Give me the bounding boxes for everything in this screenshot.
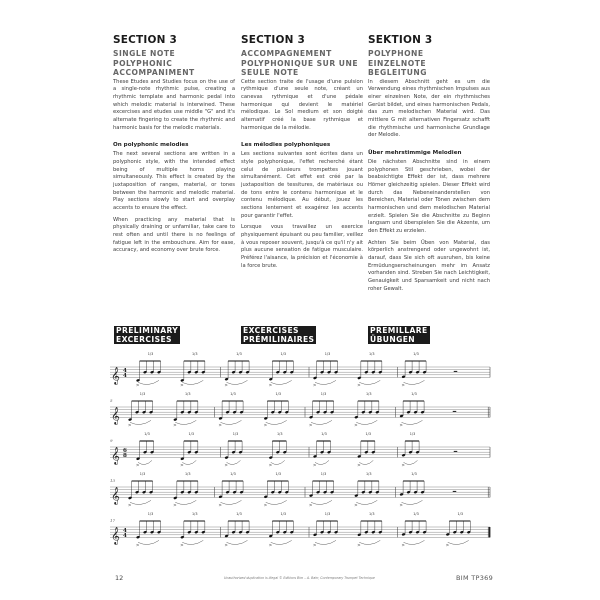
body-paragraph: Lorsque vous travaillez un exercice physiquement épuisant ou peu familier, veillez à vous reposer souvent, jusqu'à ce qu'il n'y ait plus aucune sensation de fatigue musculaire. Préférez l'aisance, la précision et l'économie à la force brute. [241, 224, 363, 269]
accent-mark: > [268, 542, 273, 548]
slur [182, 380, 203, 384]
slur [311, 420, 332, 424]
column-french [241, 34, 363, 270]
label-line: EXCERCISES [243, 326, 314, 335]
fingering-mark: 1/3 [369, 512, 375, 516]
label-line: PREMILLARE [370, 326, 428, 335]
subtitle-line: ACCOMPANIMENT [113, 68, 195, 78]
slur [227, 540, 248, 544]
section-title: SECTION 3 [113, 34, 177, 46]
section-subtitle [368, 49, 490, 78]
subtitle-line: ACCOMPAGNEMENT [241, 49, 332, 58]
column-english [113, 34, 235, 255]
slur [175, 420, 196, 424]
accent-mark: > [445, 542, 450, 548]
accent-mark: > [136, 542, 140, 548]
fingering-mark: 1/3 [320, 472, 327, 476]
body-paragraph: Achten Sie beim Üben von Material, das körperlich anstrengend oder ungewohnt ist, darauf, dass Sie sich oft ausruhen, bis keine Ermüdungserscheinungen mehr im Ansatz vorhanden sind. Streben Sie nach Leichtigkeit, Genauigkeit und Sparsamkeit und nicht nach roher Gewalt. [368, 239, 490, 292]
accent-mark: > [401, 382, 405, 388]
slur [359, 540, 380, 544]
fingering-mark: 1/3 [324, 352, 331, 356]
slur [271, 380, 292, 384]
treble-clef-icon: 𝄞 [111, 526, 120, 545]
accent-mark: > [224, 462, 228, 468]
accent-mark: > [263, 502, 268, 508]
accent-mark: > [357, 542, 361, 548]
subheading: Les mélodies polyphoniques [241, 142, 331, 149]
accent-mark: > [180, 542, 184, 548]
slur [315, 460, 329, 464]
accent-mark: > [218, 502, 222, 508]
fingering-mark: 1/3 [321, 432, 327, 436]
measure-number: 17 [110, 518, 116, 523]
subtitle-line: POLYPHONIQUE SUR UNE [241, 58, 359, 68]
treble-clef-icon: 𝄞 [111, 446, 120, 465]
fingering-mark: 1/3 [277, 432, 283, 436]
slur [356, 420, 377, 424]
subheading: Über mehrstimmige Melodien [368, 150, 462, 157]
time-signature-top: 4 [123, 367, 127, 374]
catalog-number: BIM TP369 [456, 574, 494, 582]
treble-clef-icon: 𝄞 [111, 366, 120, 385]
fingering-mark: 1/3 [144, 432, 150, 436]
fingering-mark: 1/3 [185, 472, 191, 476]
fingering-mark: 1/3 [192, 512, 198, 516]
time-signature-bottom: 4 [123, 533, 127, 539]
accent-mark: > [357, 462, 361, 468]
fingering-mark: 1/3 [369, 352, 375, 356]
slur [402, 420, 423, 424]
copyright-notice: Unauthorized duplication is illegal © Editions Bim – A. Bahr, Contemporary Trumpet Technique [224, 576, 375, 580]
slur [402, 500, 423, 504]
treble-clef-icon: 𝄞 [111, 486, 120, 505]
section-title: SEKTION 3 [368, 34, 433, 46]
time-signature-bottom: 4 [123, 373, 127, 379]
accent-mark: > [309, 422, 313, 428]
accent-mark: > [401, 462, 405, 468]
subtitle-line: SEULE NOTE [241, 68, 299, 78]
accent-mark: > [173, 502, 177, 508]
accent-mark: > [128, 422, 132, 428]
measure-number: 5 [110, 398, 113, 403]
column-german [368, 34, 490, 293]
label-line: PRELIMINARY [116, 326, 179, 335]
slur [130, 500, 151, 504]
accent-mark: > [263, 422, 268, 428]
rest [453, 491, 457, 492]
slur [359, 460, 373, 464]
accent-mark: > [313, 382, 317, 388]
treble-clef-icon: 𝄞 [111, 406, 120, 425]
slur [130, 420, 151, 424]
accent-mark: > [354, 422, 358, 428]
fingering-mark: 1/3 [457, 512, 463, 516]
slur [227, 460, 241, 464]
slur [182, 460, 196, 464]
intro-paragraph: Cette section traite de l'usage d'une pulsion rythmique d'une seule note, créant un canevas rythmique et d'une pédale harmonique qui devient le matériel mélodique. Le Sol medium et son doigté alternatif créé la base rythmique et harmonique de la mélodie. [241, 78, 363, 131]
body-paragraph: Les sections suivantes sont écrites dans un style polyphonique, l'effet recherché étant celui de plusieurs trompettes jouant simultanément. Cet effet est créé par la juxtaposition de tessitures, de matériaux ou de tons entre le contenu harmonique et le contenu mélodique. Au début, jouez les sections lentement et exagérez les accents pour garantir l'effet. [241, 151, 363, 219]
body-paragraph: Die nächsten Abschnitte sind in einem polyphonen Stil geschrieben, wobei der beabsichtigte Effekt der ist, dass mehrere Hörner gleichzeitig spielen. Dieser Effekt wird durch das Nebeneinanderstellen von Bereichen, Material oder Tönen zwischen dem harmonischen und dem melodischen Material erzielt. Spielen Sie die Abschnitte zu Beginn langsam und überspielen Sie die Akzente, um den Effekt zu erzielen. [368, 159, 490, 234]
fingering-mark: 1/3 [320, 392, 327, 396]
slur [311, 500, 332, 504]
subtitle-line: SINGLE NOTE [113, 49, 176, 58]
accent-mark: > [128, 502, 132, 508]
fingering-mark: 1/3 [324, 512, 331, 516]
slur [175, 500, 196, 504]
fingering-mark: 1/3 [413, 512, 419, 516]
time-signature-bottom: 8 [123, 453, 127, 459]
fingering-mark: 1/3 [280, 352, 286, 356]
label-line: EXCERCISES [116, 335, 178, 344]
accent-mark: > [268, 462, 273, 468]
page-number: 12 [115, 574, 124, 582]
final-barline [489, 527, 491, 537]
slur [138, 540, 159, 544]
slur [404, 380, 425, 384]
fingering-mark: 1/3 [185, 392, 191, 396]
fingering-mark: 1/3 [411, 392, 417, 396]
subtitle-line: POLYPHONE [368, 49, 424, 58]
section-subtitle [113, 49, 235, 78]
accent-mark: > [354, 502, 358, 508]
subheading: On polyphonic melodies [113, 142, 189, 149]
fingering-mark: 1/3 [230, 392, 236, 396]
accent-mark: > [136, 462, 140, 468]
slur [315, 380, 336, 384]
subtitle-line: BEGLEITUNG [368, 68, 427, 78]
slur [315, 540, 336, 544]
music-notation [110, 352, 492, 555]
accent-mark: > [218, 422, 222, 428]
intro-paragraph: These Etudes and Studies focus on the use of a single-note rhythmic pulse, creating a rhythmic template and harmonic pedal into which melodic material is interwined. These excercises and etudes use middle "G" and it's alternate fingering to create the rhythmic and harmonic basis for the melodic materials. [113, 78, 235, 131]
fingering-mark: 1/3 [409, 432, 416, 436]
section-subtitle [241, 49, 363, 78]
measure-number: 9 [110, 438, 113, 443]
time-signature-top: 4 [123, 527, 127, 534]
fingering-mark: 1/3 [232, 432, 239, 436]
slur [221, 500, 242, 504]
slur [266, 500, 287, 504]
exercise-label-english [114, 326, 180, 344]
fingering-mark: 1/3 [366, 472, 372, 476]
slur [356, 500, 377, 504]
measure-number: 13 [110, 478, 116, 483]
accent-mark: > [180, 382, 184, 388]
accent-mark: > [268, 382, 273, 388]
body-paragraph: The next several sections are written in a polyphonic style, with the intended effect being of multiple horns playing simultaneously. This effect is created by the juxtaposition of ranges, material, or tones between the harmonic and melodic material. Play sections slowly to start and overplay accents to ensure the effect. [113, 151, 235, 211]
subtitle-line: EINZELNOTE [368, 58, 427, 68]
slur [359, 380, 380, 384]
slur [182, 540, 203, 544]
slur [221, 420, 242, 424]
accent-mark: > [313, 462, 317, 468]
accent-mark: > [309, 502, 313, 508]
body-paragraph: When practicing any material that is physically draining or unfamiliar, take care to rest often and until there is no feelings of fatigue left in the embouchure. Aim for ease, accuracy, and economy over brute force. [113, 216, 235, 254]
rest [453, 411, 457, 412]
accent-mark: > [224, 542, 228, 548]
accent-mark: > [180, 462, 184, 468]
fingering-mark: 1/3 [236, 512, 242, 516]
fingering-mark: 1/3 [230, 472, 236, 476]
accent-mark: > [136, 382, 140, 388]
fingering-mark: 1/3 [275, 472, 281, 476]
fingering-mark: 1/3 [188, 432, 194, 436]
slur [448, 540, 469, 544]
fingering-mark: 1/3 [147, 352, 154, 356]
slur [138, 380, 159, 384]
rest [454, 371, 458, 372]
fingering-mark: 1/3 [236, 352, 242, 356]
accent-mark: > [224, 382, 228, 388]
exercise-label-french [241, 326, 316, 344]
label-line: PRÉMILINAIRES [243, 335, 315, 344]
rest [454, 451, 458, 452]
fingering-mark: 1/3 [139, 392, 146, 396]
score-staves [110, 352, 492, 555]
exercise-label-german [368, 326, 430, 344]
slur [266, 420, 287, 424]
slur [271, 540, 292, 544]
slur [138, 460, 152, 464]
accent-mark: > [313, 542, 317, 548]
fingering-mark: 1/3 [275, 392, 281, 396]
fingering-mark: 1/3 [147, 512, 154, 516]
fingering-mark: 1/3 [365, 432, 371, 436]
section-title: SECTION 3 [241, 34, 305, 46]
fingering-mark: 1/3 [413, 352, 419, 356]
slur [271, 460, 285, 464]
subtitle-line: POLYPHONIC [113, 58, 173, 68]
fingering-mark: 1/3 [280, 512, 286, 516]
accent-mark: > [173, 422, 177, 428]
time-signature-top: 6 [123, 447, 127, 454]
slur [404, 540, 425, 544]
fingering-mark: 1/3 [192, 352, 198, 356]
accent-mark: > [399, 502, 403, 508]
slur [227, 380, 248, 384]
fingering-mark: 1/3 [411, 472, 417, 476]
fingering-mark: 1/3 [366, 392, 372, 396]
accent-mark: > [357, 382, 361, 388]
slur [404, 460, 418, 464]
accent-mark: > [401, 542, 405, 548]
label-line: ÜBUNGEN [370, 335, 428, 344]
accent-mark: > [399, 422, 403, 428]
intro-paragraph: In diesem Abschnitt geht es um die Verwendung eines rhythmischen Impulses aus einer einzelnen Note, der ein rhythmisches Gerüst bildet, und eines harmonischen Pedals, das zum melodischen Material wird. Das mittlere G mit alternativen Fingersatz schafft die rhythmische und harmonische Grundlage der Melodie. [368, 78, 490, 139]
fingering-mark: 1/3 [139, 472, 146, 476]
